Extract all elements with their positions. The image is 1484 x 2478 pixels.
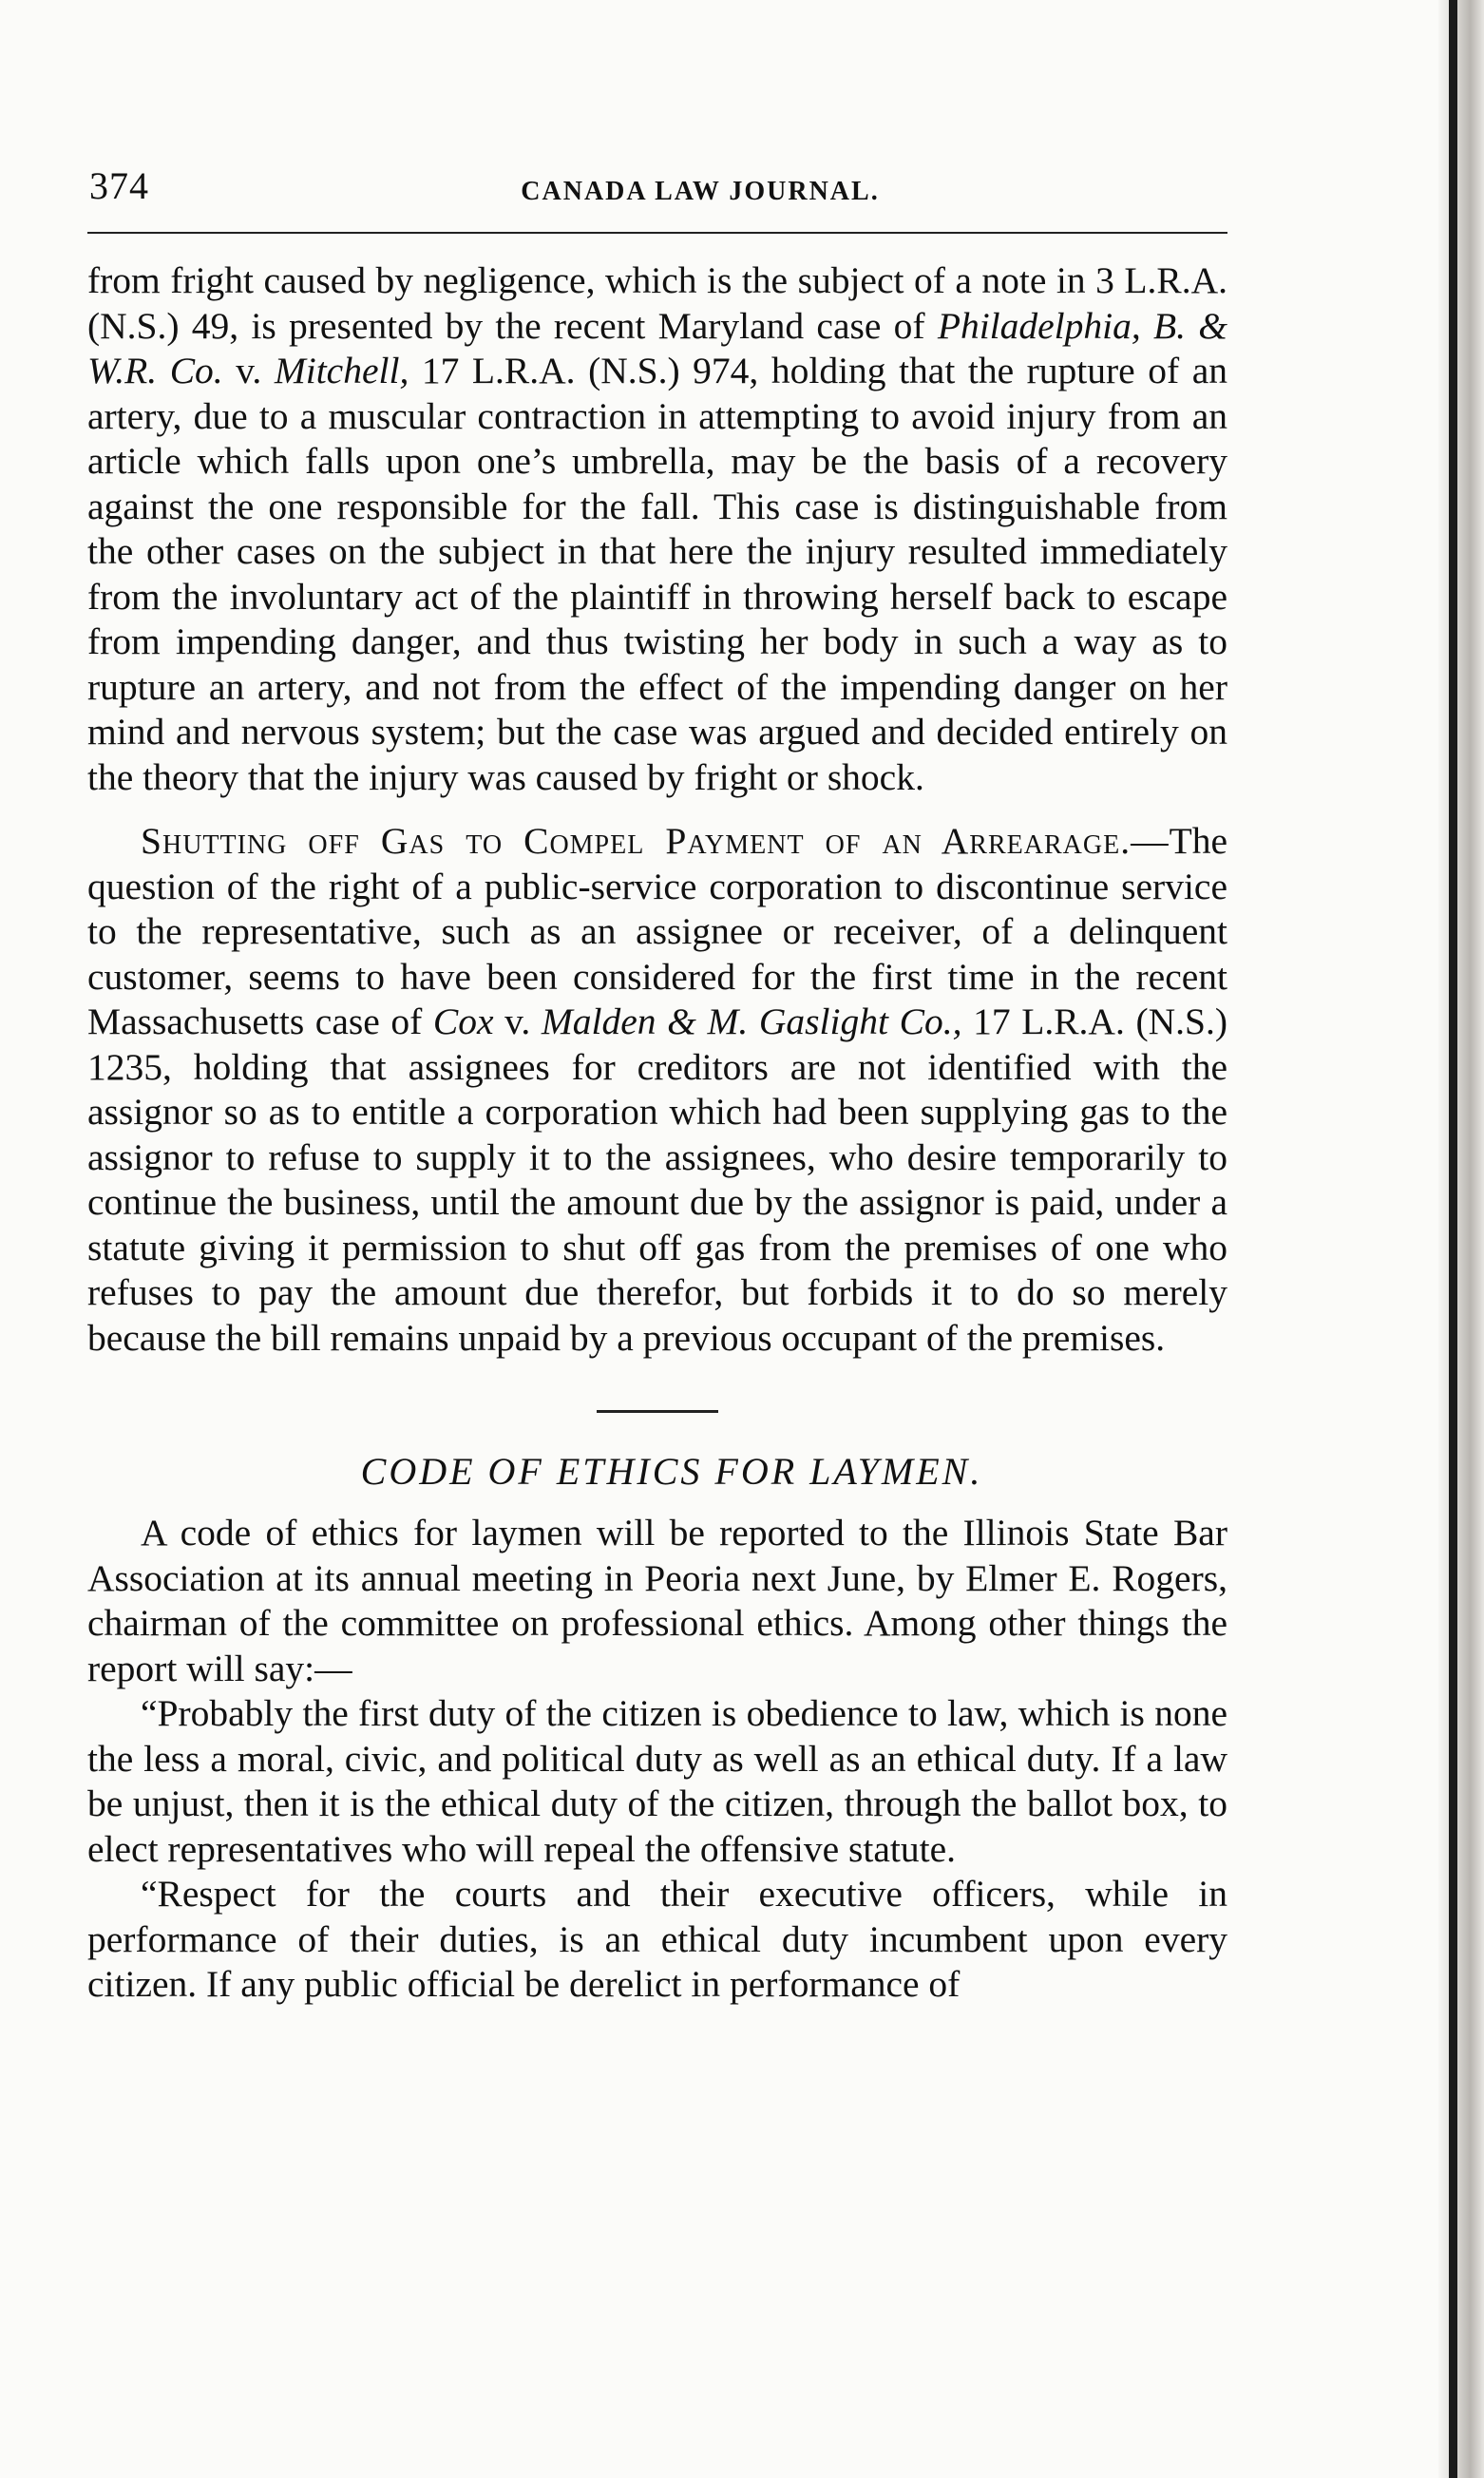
paragraph-heading: Shutting off Gas to Compel Payment of an Arrearage.— bbox=[141, 820, 1170, 862]
case-name: Philadelphia, B. & W.R. Co. bbox=[87, 304, 1227, 391]
page-number: 374 bbox=[89, 164, 149, 207]
paragraph-quote-respect-courts: “Respect for the courts and their executive officers, while in performance of their duties, is an ethical duty incumbent upon every citizen. If any public official be derelict in performance of bbox=[87, 1873, 1227, 2005]
text-run: 17 L.R.A. (N.S.) 974, holding that the rupture of an artery, due to a muscular contraction in attempting to avoid injury from an article which falls upon one’s umbrella, may be the basis of a recovery against the one responsible for the fall. This case is distinguishable from the other cases on the subject in that here the injury resulted immediately from the involuntary act of the plaintiff in throwing herself back to escape from impending danger, and thus twisting her body in such a way as to rupture an artery, and not from the effect of the impending danger on her mind and nervous system; but the case was argued and decided entirely on the theory that the injury was caused by fright or shock. bbox=[87, 350, 1227, 798]
paragraph-code-of-ethics-intro: A code of ethics for laymen will be reported to the Illinois State Bar Association at its annual meeting in Peoria next June, by Elmer E. Rogers, chairman of the committee on professional ethics. Among other things the report will say:— bbox=[87, 1512, 1227, 1689]
scan-page-edge bbox=[1438, 0, 1484, 2478]
journal-page bbox=[87, 143, 1227, 2008]
running-head bbox=[87, 143, 1227, 209]
paragraph-quote-obedience: “Probably the first duty of the citizen is obedience to law, which is none the less a moral, civic, and political duty as well as an ethical duty. If a law be unjust, then it is the ethical duty of the citizen, through the ballot box, to elect representatives who will repeal the offensive statute. bbox=[87, 1692, 1227, 1870]
text-run: v. bbox=[493, 1001, 542, 1042]
case-name: Cox bbox=[432, 1001, 494, 1042]
header-rule bbox=[87, 232, 1227, 234]
section-divider bbox=[597, 1410, 718, 1413]
paragraph-shutting-off-gas bbox=[87, 819, 1227, 1361]
case-name: Malden & M. Gaslight Co., bbox=[541, 1001, 962, 1042]
text-run: v. bbox=[222, 350, 275, 391]
text-run: The question of the right of a public-service corporation to discontinue service to the representative, such as an assignee or receiver, of a delinquent customer, seems to have been considered for the first time in the recent Massachusetts case of bbox=[87, 820, 1227, 1042]
journal-title: CANADA LAW JOURNAL. bbox=[521, 177, 880, 206]
paragraph-fright-negligence bbox=[87, 258, 1227, 800]
case-name: Mitchell, bbox=[274, 350, 409, 391]
section-title: CODE OF ETHICS FOR LAYMEN. bbox=[360, 1450, 983, 1493]
text-run: 17 L.R.A. (N.S.) 1235, holding that assignees for creditors are not identified with the assignor so as to entitle a corporation which had been supplying gas to the assignor to refuse to supply it to the assignees, who desire temporarily to continue the business, until the amount due by the assignor is paid, under a statute giving it permission to shut off gas from the premises of one who refuses to pay the amount due therefor, but forbids it to do so merely because the bill remains unpaid by a previous occupant of the premises. bbox=[87, 1001, 1227, 1359]
scan-binding-shadow bbox=[1449, 0, 1457, 2478]
text-run: from fright caused by negligence, which is the subject of a note in 3 L.R.A. (N.S.) 49, is presented by the recent Maryland case of bbox=[87, 259, 1227, 347]
